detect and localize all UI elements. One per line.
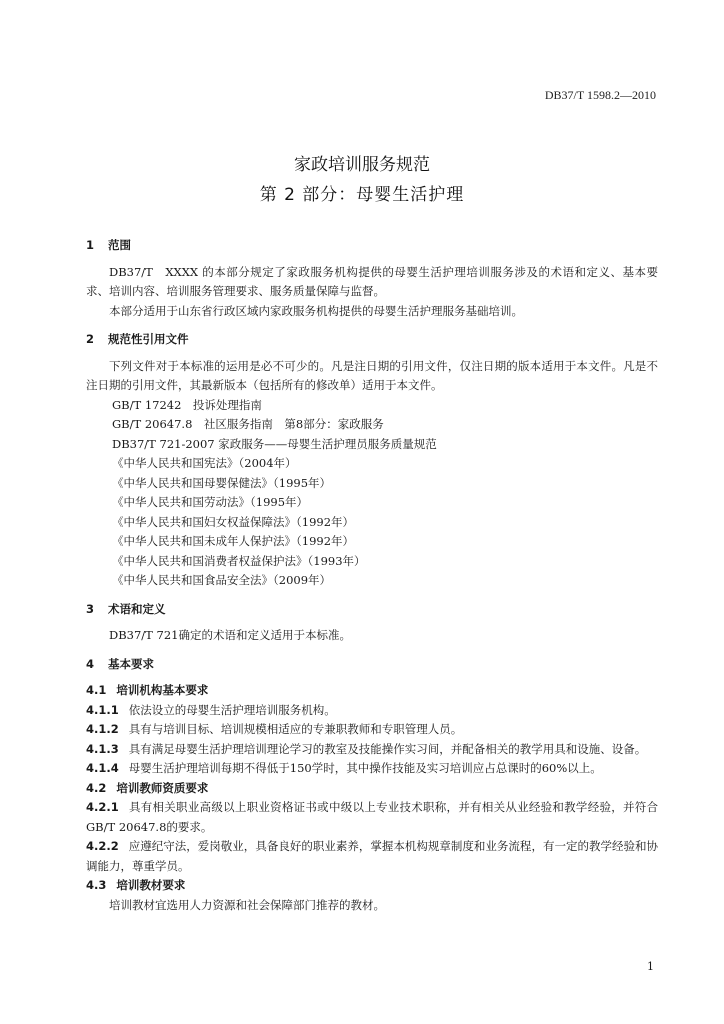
reference-item: 《中华人民共和国食品安全法》（2009年）: [112, 573, 332, 587]
paragraph: 下列文件对于本标准的运用是必不可少的。凡是注日期的引用文件，仅注日期的版本适用于本文件。凡是不注日期的引用文件，其最新版本（包括所有的修改单）适用于本文件。: [86, 358, 658, 392]
clause-4-1-1: [86, 701, 658, 721]
section-heading-4: [86, 655, 658, 675]
clause-4-1-4: [86, 759, 658, 779]
subsection-title: 培训机构基本要求: [116, 683, 209, 697]
section-number: 4: [86, 656, 95, 671]
clause-text: 母婴生活护理培训每期不得低于150学时，其中操作技能及实习培训应占总课时的60%以上。: [128, 761, 602, 775]
clause-text: 具有相关职业高级以上职业资格证书或中级以上专业技术职称，并有相关从业经验和教学经验，并符合GB/T 20647.8的要求。: [86, 800, 658, 834]
reference-item: GB/T 17242 投诉处理指南: [112, 397, 262, 412]
clause-text: 具有与培训目标、培训规模相适应的专兼职教师和专职管理人员。: [128, 722, 463, 736]
clause-number: 4.2.2: [86, 839, 119, 853]
reference-item: 《中华人民共和国消费者权益保护法》（1993年）: [112, 553, 366, 568]
clause-4-1-3: [86, 740, 658, 760]
paragraph: 本部分适用于山东省行政区域内家政服务机构提供的母婴生活护理服务基础培训。: [109, 303, 523, 318]
section-heading-1: [86, 236, 658, 256]
clause-text: 依法设立的母婴生活护理培训服务机构。: [128, 702, 336, 717]
clause-number: 4.2.1: [86, 800, 119, 814]
section-title: 范围: [108, 238, 131, 252]
clause-4-1-2: [86, 720, 658, 740]
clause-4-2-2: [86, 837, 658, 876]
clause-text: 应遵纪守法，爱岗敬业，具备良好的职业素养，掌握本机构规章制度和业务流程，有一定的教学经验和协调能力，尊重学员。: [86, 839, 658, 873]
section-number: 1: [86, 238, 95, 252]
section-number: 3: [86, 601, 95, 616]
clause-number: 4.1.2: [86, 722, 119, 736]
subsection-number: 4.3: [86, 878, 107, 892]
subsection-heading-4-1: [86, 681, 658, 701]
document-body: [86, 236, 658, 915]
reference-item: 《中华人民共和国宪法》（2004年）: [112, 456, 297, 470]
section-title: 基本要求: [108, 656, 154, 671]
reference-item: 《中华人民共和国母婴保健法》（1995年）: [112, 475, 332, 490]
reference-item: DB37/T 721-2007 家政服务——母婴生活护理员服务质量规范: [112, 436, 437, 451]
subsection-title: 培训教师资质要求: [116, 780, 209, 795]
section-heading-3: [86, 600, 658, 620]
document-subtitle: 第 2 部分：母婴生活护理: [259, 185, 465, 205]
clause-number: 4.1.4: [86, 761, 119, 775]
reference-item: GB/T 20647.8 社区服务指南 第8部分：家政服务: [112, 417, 384, 431]
clause-number: 4.1.1: [86, 702, 119, 717]
document-title: 家政培训服务规范: [294, 155, 430, 175]
section-number: 2: [86, 332, 95, 346]
clause-number: 4.1.3: [86, 741, 119, 756]
subsection-heading-4-2: [86, 779, 658, 799]
section-heading-2: [86, 330, 658, 350]
subsection-title: 培训教材要求: [116, 878, 186, 892]
paragraph: DB37/T XXXX 的本部分规定了家政服务机构提供的母婴生活护理培训服务涉及的术语和定义、基本要求、培训内容、培训服务管理要求、服务质量保障与监督。: [86, 264, 658, 298]
page-number: 1: [647, 960, 654, 973]
paragraph: DB37/T 721确定的术语和定义适用于本标准。: [109, 628, 351, 642]
subsection-number: 4.2: [86, 780, 107, 795]
section-title: 规范性引用文件: [108, 332, 189, 346]
subsection-number: 4.1: [86, 683, 107, 697]
reference-item: 《中华人民共和国妇女权益保障法》（1992年）: [112, 514, 355, 529]
reference-item: 《中华人民共和国未成年人保护法》（1992年）: [112, 534, 355, 548]
paragraph: 培训教材宜选用人力资源和社会保障部门推荐的教材。: [109, 897, 385, 912]
subsection-heading-4-3: [86, 876, 658, 896]
reference-item: 《中华人民共和国劳动法》（1995年）: [112, 495, 309, 509]
section-title: 术语和定义: [108, 601, 166, 616]
document-id-header: DB37/T 1598.2—2010: [544, 88, 656, 102]
clause-text: 具有满足母婴生活护理培训理论学习的教室及技能操作实习间，并配备相关的教学用具和设施、设备。: [128, 741, 647, 756]
clause-4-2-1: [86, 798, 658, 837]
